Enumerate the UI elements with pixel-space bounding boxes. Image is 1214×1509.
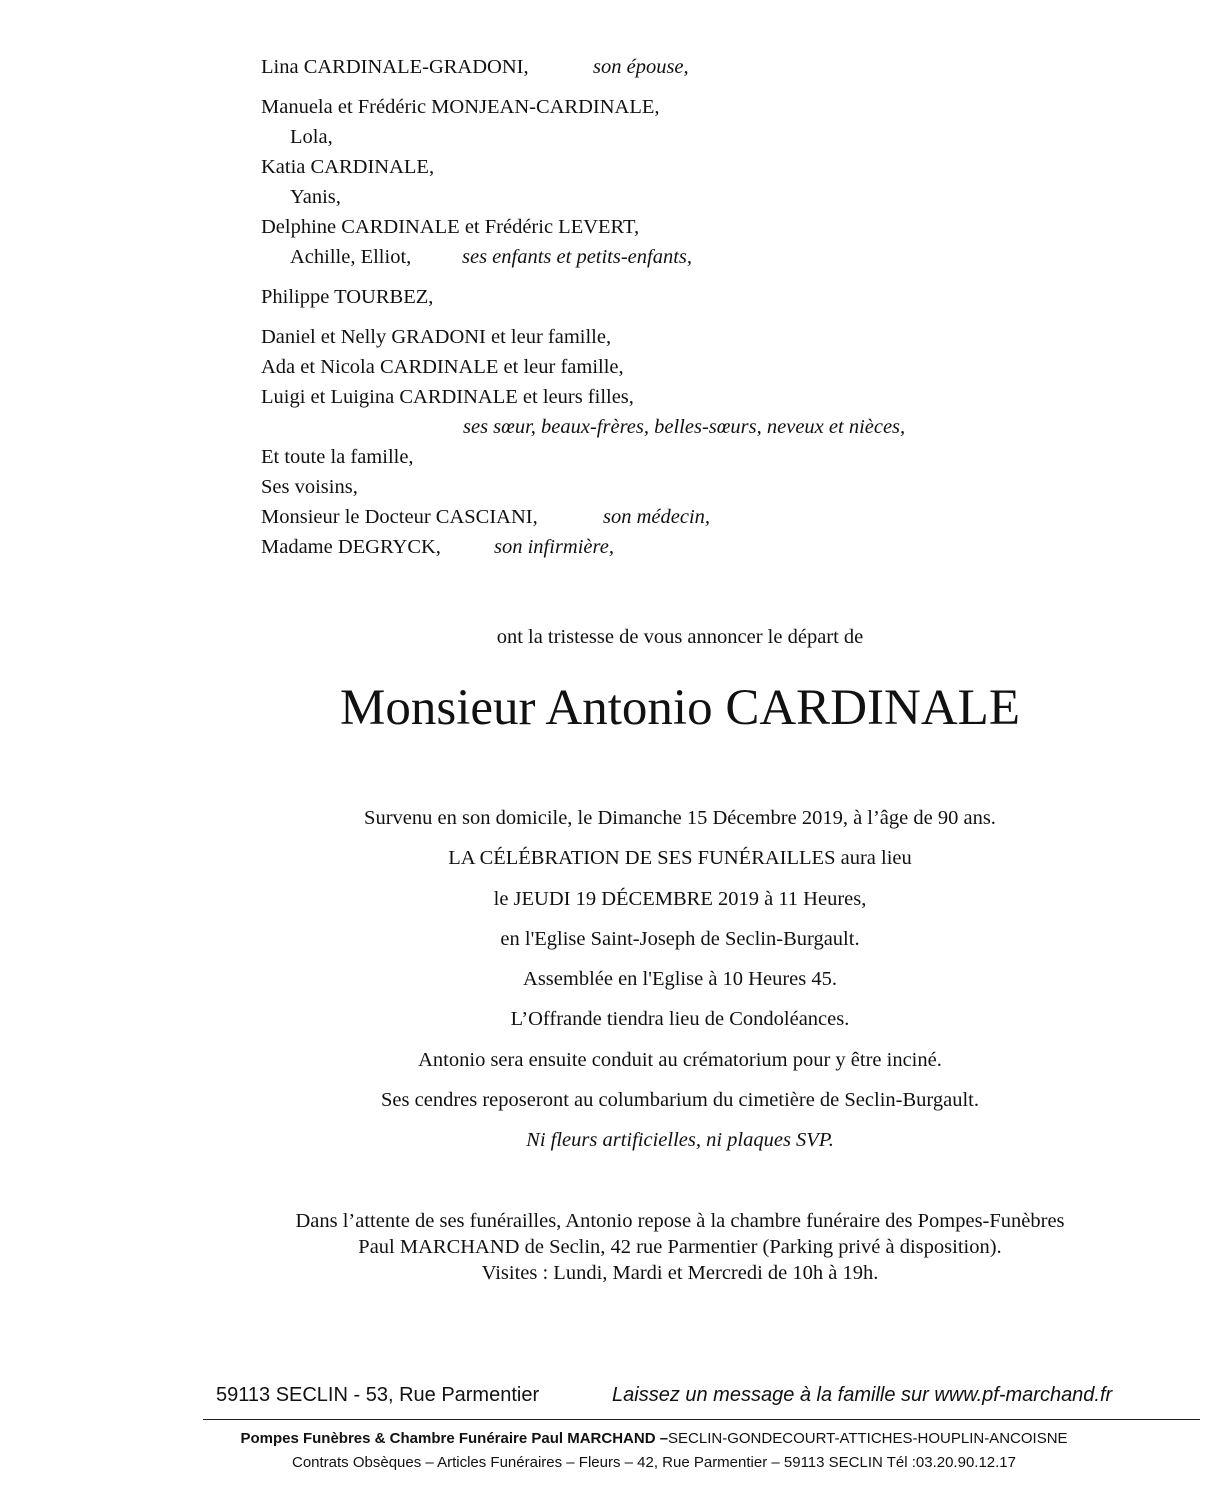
nurse-name: Madame DEGRYCK, [261,536,441,558]
doctor-name: Monsieur le Docteur CASCIANI, [261,506,538,528]
doctor-line [261,502,711,532]
family-line: Et toute la famille, [261,446,414,468]
spouse-line [261,52,689,82]
sibling-line: Daniel et Nelly GRADONI et leur famille, [261,326,612,348]
detail-line: Antonio sera ensuite conduit au crématorium pour y être inciné. [418,1048,942,1071]
nurse-line [261,532,660,562]
vigil-line: Dans l’attente de ses funérailles, Antonio repose à la chambre funéraire des Pompes-Funèbres [295,1210,1065,1232]
funeral-details [0,803,1214,1166]
detail-line: Ses cendres reposeront au columbarium du cimetière de Seclin-Burgault. [381,1089,979,1112]
child-line: Manuela et Frédéric MONJEAN-CARDINALE, [261,96,660,118]
footer-contact-line [0,1380,1214,1410]
footer-services: Contrats Obsèques – Articles Funéraires – Fleurs – 42, Rue Parmentier – 59113 SECLIN Tél :03.20.90.12.17 [291,1454,1016,1471]
footer-company-towns: SECLIN-GONDECOURT-ATTICHES-HOUPLIN-ANCOISNE [668,1430,1068,1447]
neighbors-line: Ses voisins, [261,476,358,498]
grandchildren-names: Achille, Elliot, [290,246,412,268]
detail-line: LA CÉLÉBRATION DE SES FUNÉRAILLES aura lieu [448,847,912,870]
siblings-relation-line [261,412,906,442]
detail-line: en l'Eglise Saint-Joseph de Seclin-Burgault. [500,927,860,950]
grandchild-line: Yanis, [290,186,341,208]
grandchild-line: Lola, [290,126,333,148]
no-flowers-note: Ni fleurs artificielles, ni plaques SVP. [526,1129,834,1152]
grandchildren-line [261,242,693,272]
detail-line: L’Offrande tiendra lieu de Condoléances. [510,1008,850,1031]
footer-company-name: Pompes Funèbres & Chambre Funéraire Paul MARCHAND – [240,1430,669,1447]
vigil-line: Visites : Lundi, Mardi et Mercredi de 10h à 19h. [481,1262,879,1284]
other-relative: Philippe TOURBEZ, [261,286,434,308]
deceased-name: Monsieur Antonio CARDINALE [340,680,1020,736]
doctor-relation: son médecin, [603,506,711,528]
spouse-relation: son épouse, [593,56,689,78]
child-line: Katia CARDINALE, [261,156,435,178]
announcement: ont la tristesse de vous annoncer le départ de [496,626,864,648]
children-relation: ses enfants et petits-enfants, [462,246,693,268]
footer-address: 59113 SECLIN - 53, Rue Parmentier [216,1384,540,1406]
detail-line: Survenu en son domicile, le Dimanche 15 Décembre 2019, à l’âge de 90 ans. [364,807,996,829]
vigil-info [0,1208,1214,1286]
nurse-relation: son infirmière, [494,536,614,558]
family-list [261,52,906,562]
detail-line: Assemblée en l'Eglise à 10 Heures 45. [523,968,837,991]
child-line: Delphine CARDINALE et Frédéric LEVERT, [261,216,640,238]
sibling-line: Luigi et Luigina CARDINALE et leurs filles, [261,386,634,408]
footer-company-line [0,1428,1214,1450]
siblings-relation: ses sœur, beaux-frères, belles-sœurs, neveux et nièces, [463,416,906,438]
vigil-line: Paul MARCHAND de Seclin, 42 rue Parmentier (Parking privé à disposition). [358,1236,1002,1258]
footer-divider [203,1419,1200,1420]
detail-line: le JEUDI 19 DÉCEMBRE 2019 à 11 Heures, [493,887,867,910]
spouse-name: Lina CARDINALE-GRADONI, [261,56,529,78]
footer-message: Laissez un message à la famille sur www.pf-marchand.fr [612,1384,1113,1406]
sibling-line: Ada et Nicola CARDINALE et leur famille, [261,356,624,378]
